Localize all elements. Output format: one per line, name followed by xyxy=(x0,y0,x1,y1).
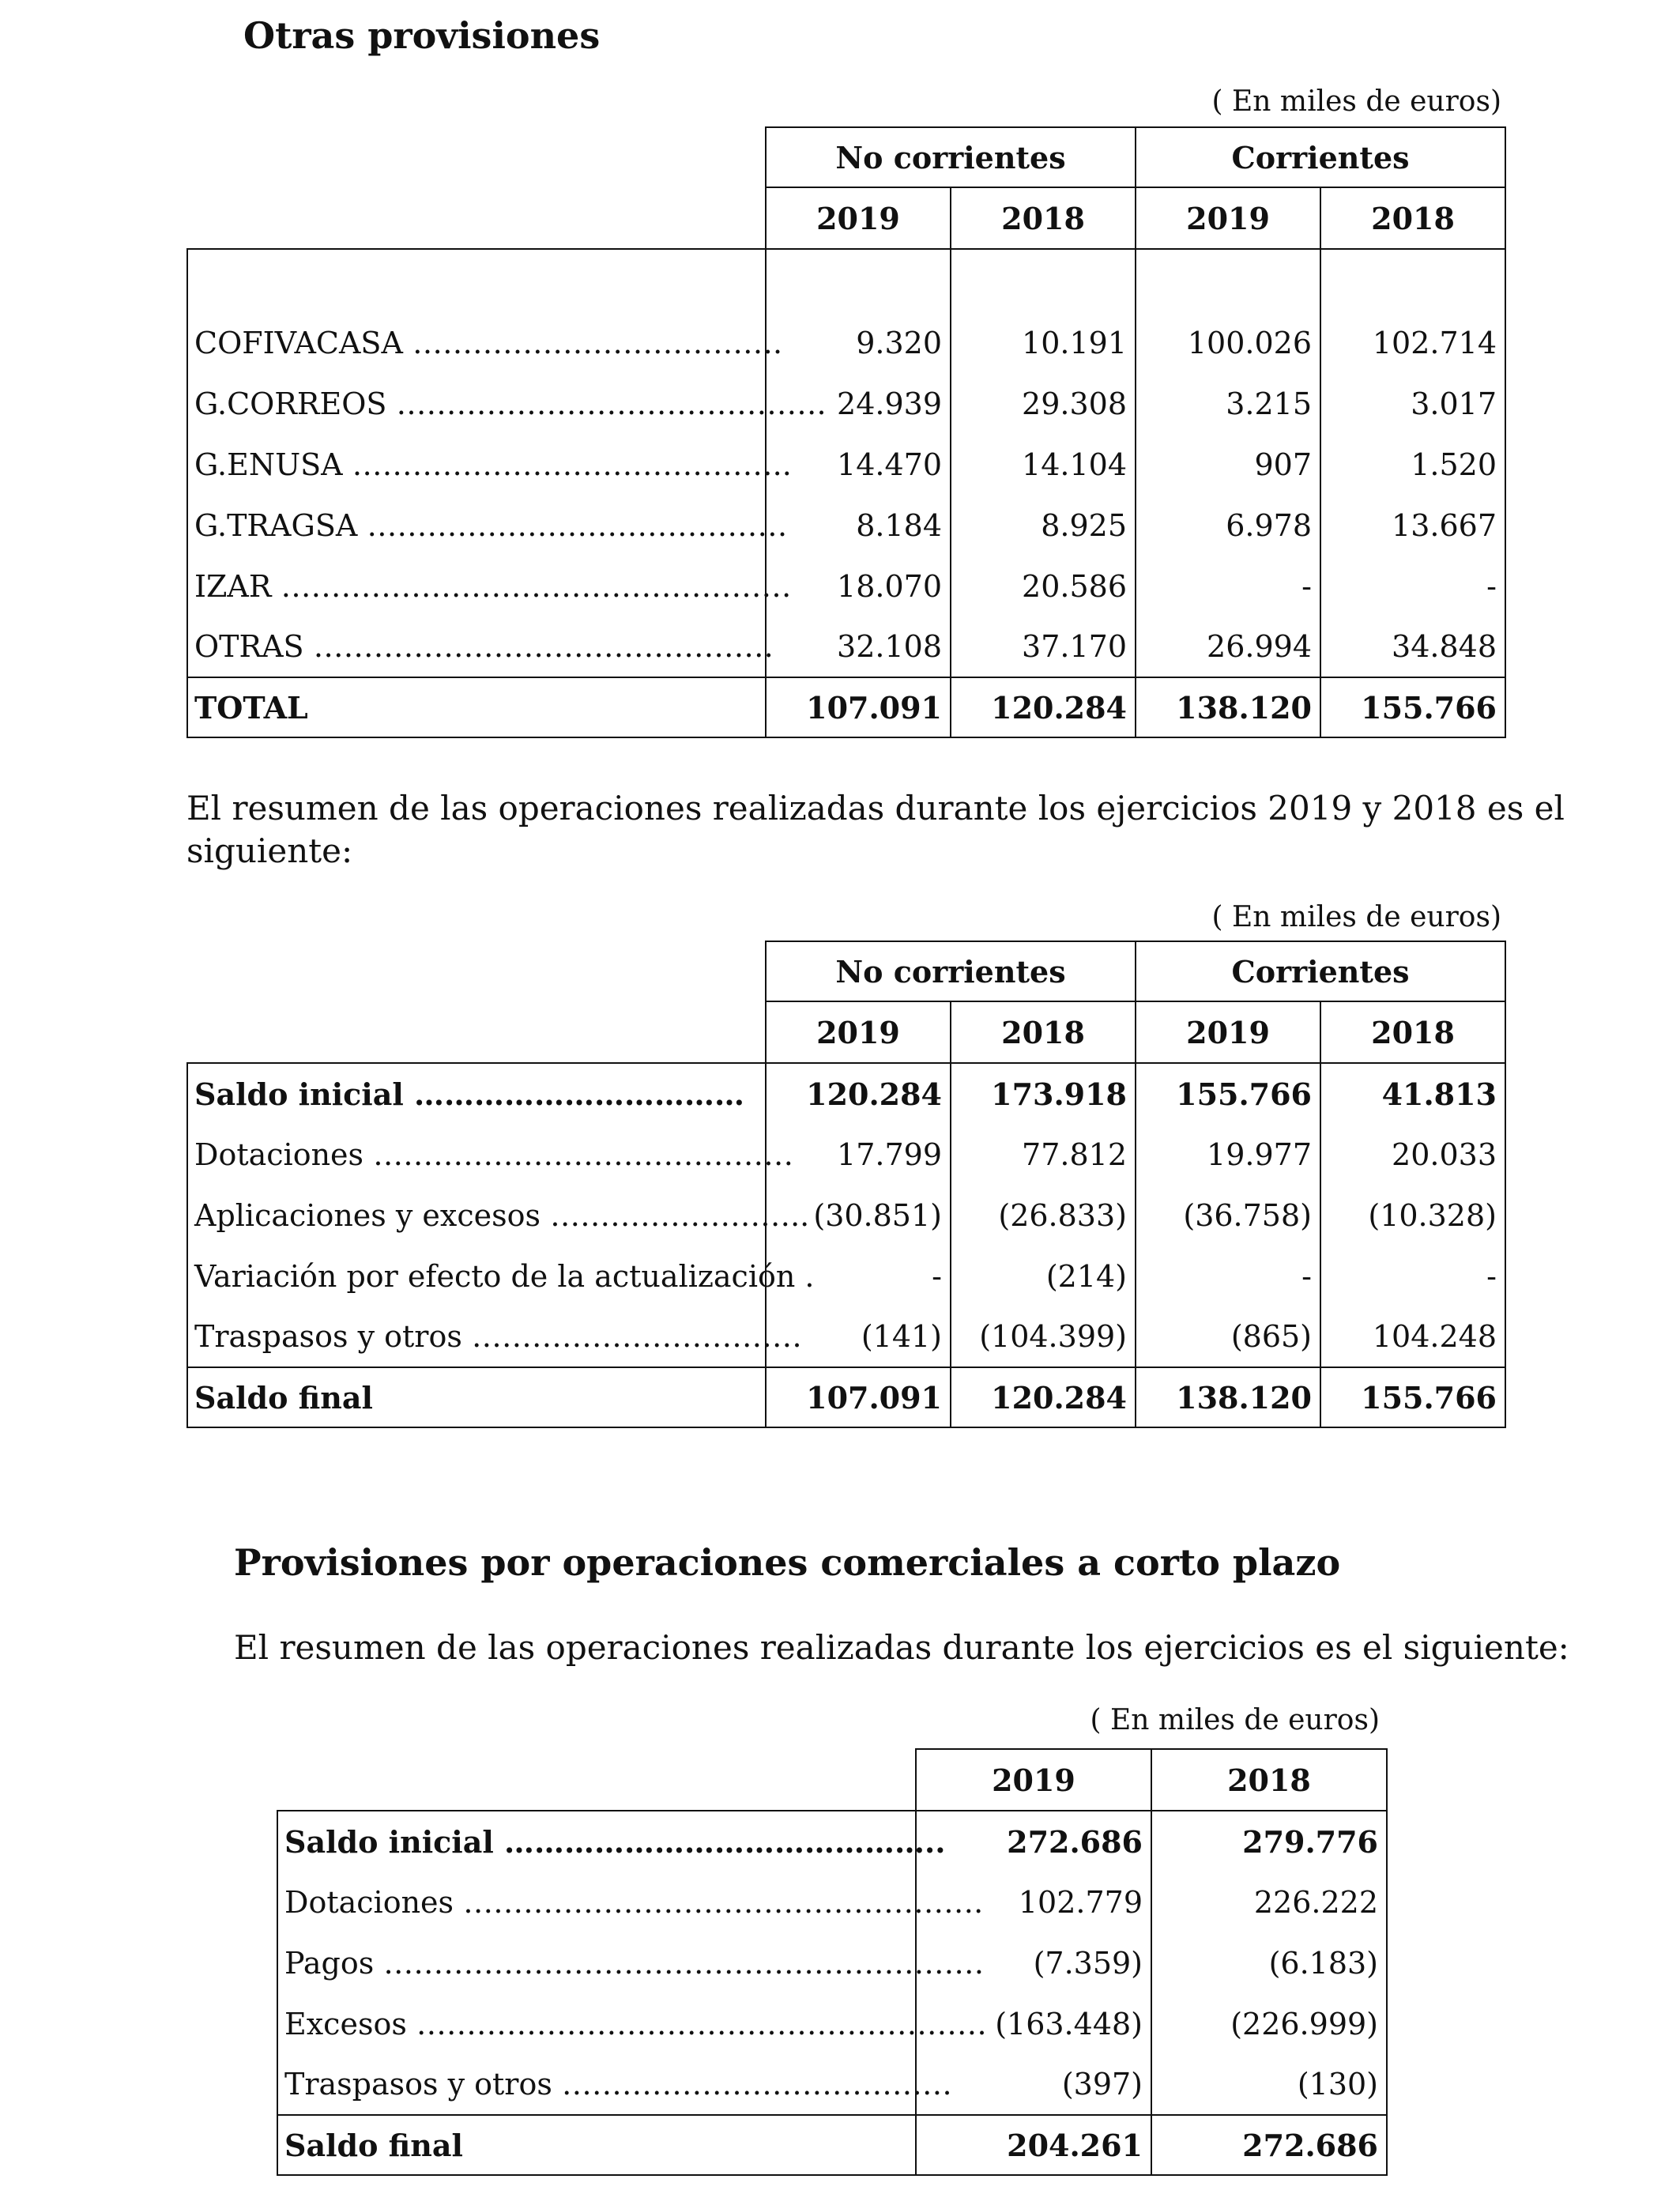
total-value: 138.120 xyxy=(1136,1367,1320,1427)
header-corrientes: Corrientes xyxy=(1136,127,1505,187)
cell-value: 77.812 xyxy=(951,1124,1136,1185)
unit-note: ( En miles de euros) xyxy=(1211,85,1501,118)
unit-note: ( En miles de euros) xyxy=(1090,1704,1380,1736)
cell-value: 104.248 xyxy=(1320,1306,1505,1367)
table1-header xyxy=(765,126,1506,250)
cell-value: (214) xyxy=(951,1246,1136,1306)
opening-row xyxy=(277,1811,1387,1872)
row-label: Dotaciones ……………………………………………. xyxy=(284,1884,984,1920)
row-label: G.TRAGSA …………………………………… xyxy=(194,507,788,543)
year-header: 2019 xyxy=(1136,1001,1320,1063)
cell-value: 102.779 xyxy=(916,1872,1151,1932)
section-title-otras-provisiones: Otras provisiones xyxy=(243,14,601,57)
table-row xyxy=(187,495,1505,556)
cell-value: 29.308 xyxy=(951,373,1136,434)
year-header: 2019 xyxy=(1136,187,1320,249)
total-value: 138.120 xyxy=(1136,677,1320,737)
table-row xyxy=(277,2054,1387,2115)
year-header: 2018 xyxy=(1320,187,1505,249)
cell-value: 226.222 xyxy=(1151,1872,1387,1932)
cell-value: 3.215 xyxy=(1136,373,1320,434)
cell-value: 17.799 xyxy=(766,1124,951,1185)
cell-value: - xyxy=(1136,1246,1320,1306)
year-header: 2019 xyxy=(766,187,951,249)
row-label: OTRAS ………………………………………. xyxy=(194,629,774,664)
cell-value: (865) xyxy=(1136,1306,1320,1367)
cell-value: 173.918 xyxy=(951,1063,1136,1124)
cell-value: (141) xyxy=(766,1306,951,1367)
section-title-provisiones-comerciales: Provisiones por operaciones comerciales a corto plazo xyxy=(234,1541,1341,1584)
cell-value: 6.978 xyxy=(1136,495,1320,556)
total-value: 107.091 xyxy=(766,677,951,737)
cell-value: 155.766 xyxy=(1136,1063,1320,1124)
cell-value: 32.108 xyxy=(766,616,951,677)
cell-value: (26.833) xyxy=(951,1185,1136,1246)
cell-value: (104.399) xyxy=(951,1306,1136,1367)
cell-value: (7.359) xyxy=(916,1932,1151,1993)
table-row xyxy=(187,556,1505,616)
row-label: Saldo inicial …………………………………….. xyxy=(284,1823,946,1860)
total-row xyxy=(277,2115,1387,2175)
table-row xyxy=(187,1185,1505,1246)
total-label: Saldo final xyxy=(277,2115,916,2175)
row-label: Dotaciones …………………………………… xyxy=(194,1137,794,1172)
year-header: 2019 xyxy=(916,1749,1151,1811)
header-corrientes: Corrientes xyxy=(1136,941,1505,1001)
cell-value: 20.033 xyxy=(1320,1124,1505,1185)
row-label: G.ENUSA …………………………………….. xyxy=(194,447,792,482)
cell-value: 14.470 xyxy=(766,434,951,495)
table1-body xyxy=(186,248,1506,738)
paragraph-line: El resumen de las operaciones realizadas durante los ejercicios es el siguiente: xyxy=(234,1628,1569,1667)
total-row xyxy=(187,677,1505,737)
cell-value: 102.714 xyxy=(1320,312,1505,373)
cell-value: (130) xyxy=(1151,2054,1387,2115)
table-row xyxy=(187,312,1505,373)
year-header: 2018 xyxy=(1151,1749,1387,1811)
row-label: Pagos …………………………………………………… xyxy=(284,1945,985,1981)
cell-value: - xyxy=(1320,556,1505,616)
cell-value: 272.686 xyxy=(916,1811,1151,1872)
total-value: 272.686 xyxy=(1151,2115,1387,2175)
row-label: IZAR …………………………………………… xyxy=(194,568,792,604)
paragraph-line: El resumen de las operaciones realizadas durante los ejercicios 2019 y 2018 es el xyxy=(186,789,1565,827)
cell-value: (163.448) xyxy=(916,1993,1151,2054)
year-header: 2019 xyxy=(766,1001,951,1063)
cell-value: (6.183) xyxy=(1151,1932,1387,1993)
table2-body xyxy=(186,1062,1506,1428)
cell-value: 1.520 xyxy=(1320,434,1505,495)
cell-value: - xyxy=(766,1246,951,1306)
cell-value: 907 xyxy=(1136,434,1320,495)
row-label: Aplicaciones y excesos …………………….. xyxy=(194,1197,810,1233)
cell-value: 13.667 xyxy=(1320,495,1505,556)
cell-value: 34.848 xyxy=(1320,616,1505,677)
table-row xyxy=(277,1932,1387,1993)
cell-value: 8.925 xyxy=(951,495,1136,556)
cell-value: 24.939 xyxy=(766,373,951,434)
year-header: 2018 xyxy=(1320,1001,1505,1063)
total-value: 120.284 xyxy=(951,1367,1136,1427)
row-label: Variación por efecto de la actualización . xyxy=(194,1258,815,1294)
cell-value: (36.758) xyxy=(1136,1185,1320,1246)
cell-value: 100.026 xyxy=(1136,312,1320,373)
cell-value: 9.320 xyxy=(766,312,951,373)
total-value: 120.284 xyxy=(951,677,1136,737)
cell-value: (30.851) xyxy=(766,1185,951,1246)
row-label: COFIVACASA ………………………………. xyxy=(194,325,783,360)
table3-body xyxy=(277,1810,1388,2176)
header-no-corrientes: No corrientes xyxy=(766,941,1136,1001)
cell-value: 19.977 xyxy=(1136,1124,1320,1185)
cell-value: (226.999) xyxy=(1151,1993,1387,2054)
total-value: 107.091 xyxy=(766,1367,951,1427)
cell-value: 120.284 xyxy=(766,1063,951,1124)
table-row xyxy=(277,1993,1387,2054)
cell-value: (10.328) xyxy=(1320,1185,1505,1246)
year-header: 2018 xyxy=(951,1001,1136,1063)
table2-header xyxy=(765,941,1506,1064)
total-row xyxy=(187,1367,1505,1427)
table-row xyxy=(187,1124,1505,1185)
year-header: 2018 xyxy=(951,187,1136,249)
row-label: G.CORREOS ……………………………………. xyxy=(194,386,827,421)
cell-value: 3.017 xyxy=(1320,373,1505,434)
cell-value: 41.813 xyxy=(1320,1063,1505,1124)
total-value: 204.261 xyxy=(916,2115,1151,2175)
total-value: 155.766 xyxy=(1320,677,1505,737)
table-row xyxy=(187,1246,1505,1306)
total-label: Saldo final xyxy=(187,1367,766,1427)
opening-row xyxy=(187,1063,1505,1124)
cell-value: 18.070 xyxy=(766,556,951,616)
header-no-corrientes: No corrientes xyxy=(766,127,1136,187)
table-row xyxy=(187,434,1505,495)
total-label: TOTAL xyxy=(187,677,766,737)
row-label: Traspasos y otros ………………………………… xyxy=(284,2067,952,2102)
cell-value: - xyxy=(1320,1246,1505,1306)
cell-value: 14.104 xyxy=(951,434,1136,495)
row-label: Excesos ………………………………………………… xyxy=(284,2006,987,2041)
cell-value: 8.184 xyxy=(766,495,951,556)
row-label: Saldo inicial …………………………… xyxy=(194,1076,745,1112)
table-row xyxy=(187,616,1505,677)
table3-header xyxy=(915,1748,1388,1811)
paragraph-line: siguiente: xyxy=(186,831,353,870)
unit-note: ( En miles de euros) xyxy=(1211,901,1501,933)
table-row xyxy=(187,373,1505,434)
table-row xyxy=(277,1872,1387,1932)
cell-value: - xyxy=(1136,556,1320,616)
cell-value: 37.170 xyxy=(951,616,1136,677)
cell-value: 20.586 xyxy=(951,556,1136,616)
cell-value: 279.776 xyxy=(1151,1811,1387,1872)
cell-value: 10.191 xyxy=(951,312,1136,373)
row-label: Traspasos y otros …………………………… xyxy=(194,1319,802,1354)
table-row xyxy=(187,1306,1505,1367)
cell-value: 26.994 xyxy=(1136,616,1320,677)
cell-value: (397) xyxy=(916,2054,1151,2115)
total-value: 155.766 xyxy=(1320,1367,1505,1427)
